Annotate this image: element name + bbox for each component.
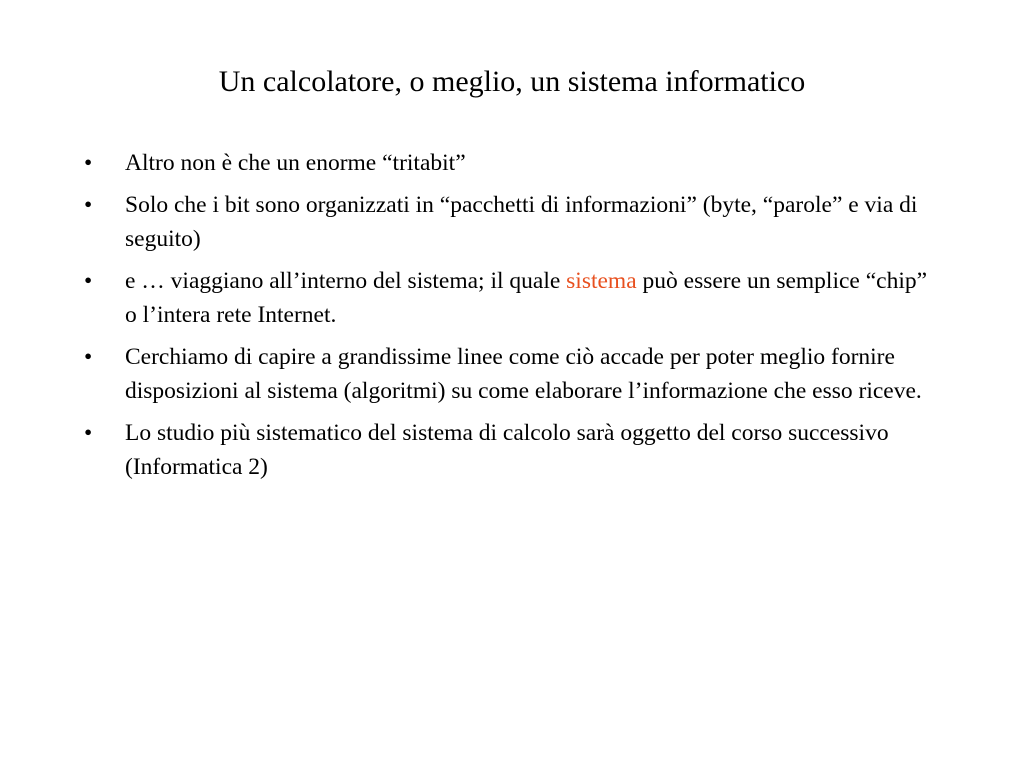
- bullet-text: Cerchiamo di capire a grandissime linee come ciò accade per poter meglio fornire disposizioni al sistema (algoritmi) su come elaborare l’informazione che esso riceve.: [125, 344, 922, 404]
- highlighted-word: sistema: [566, 268, 637, 294]
- bullet-text: Solo che i bit sono organizzati in “pacchetti di informazioni” (byte, “parole” e via di seguito): [125, 192, 918, 252]
- slide-title: Un calcolatore, o meglio, un sistema informatico: [218, 65, 806, 98]
- bullet-text-before: e … viaggiano all’interno del sistema; il quale: [125, 268, 567, 294]
- bullet-item: [84, 340, 944, 408]
- bullet-text: Lo studio più sistematico del sistema di calcolo sarà oggetto del corso successivo (Informatica 2): [125, 420, 889, 480]
- bullet-icon: •: [84, 192, 93, 218]
- bullet-item: [84, 146, 944, 180]
- bullet-text-after: può essere un semplice “chip” o l’intera rete Internet.: [125, 268, 928, 328]
- bullet-item: [84, 416, 944, 484]
- bullet-item: [84, 264, 944, 332]
- bullet-icon: •: [84, 344, 93, 370]
- bullet-list: [84, 146, 944, 492]
- bullet-icon: •: [84, 150, 93, 176]
- bullet-icon: •: [84, 420, 93, 446]
- bullet-item: [84, 188, 944, 256]
- bullet-text: Altro non è che un enorme “tritabit”: [125, 150, 466, 176]
- bullet-icon: •: [84, 268, 93, 294]
